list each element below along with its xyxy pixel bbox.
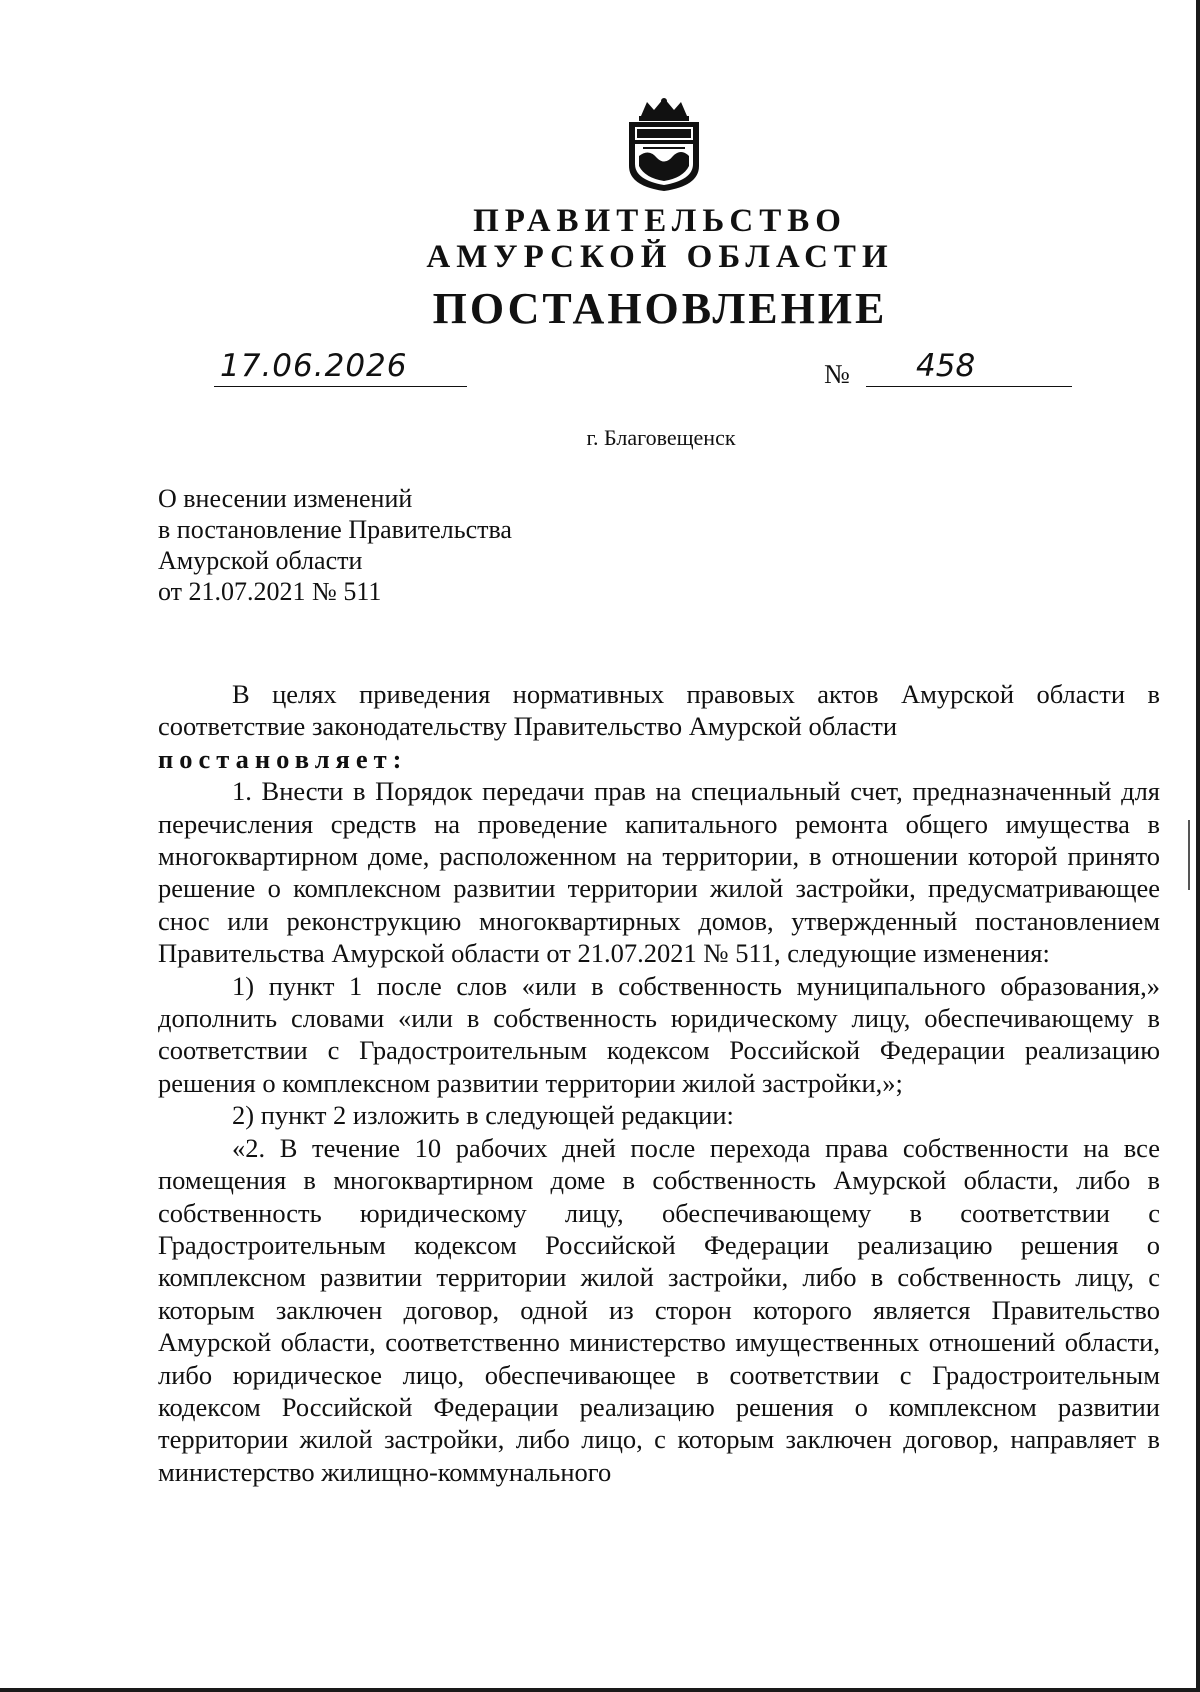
coat-of-arms-icon bbox=[623, 96, 705, 192]
preamble-paragraph: В целях приведения нормативных правовых актов Амурской области в соответствие законодательству Правительство Амурской области bbox=[158, 679, 1160, 742]
handwritten-date: 17.06.2026 bbox=[220, 348, 408, 384]
document-type: ПОСТАНОВЛЕНИЕ bbox=[432, 284, 888, 333]
scan-artifact bbox=[1188, 820, 1190, 890]
number-field bbox=[866, 348, 1072, 387]
scan-edge-bottom bbox=[0, 1688, 1200, 1692]
quoted-clause-paragraph: «2. В течение 10 рабочих дней после перехода права собственности на все помещения в многоквартирном доме в собственность Амурской области, либо в собственность юридическому лицу, обеспечивающему в соответствии с Градостроительным кодексом Российской Федерации реализацию решения о комплексном развитии территории жилой застройки, либо в собственность лицу, с которым заключен договор, одной из сторон которого является Правительство Амурской области, соответственно министерство имущественных отношений области, либо юридическое лицо, обеспечивающее в соответствии с Градостроительным кодексом Российской Федерации реализацию решения о комплексном развитии территории жилой застройки, либо лицо, с которым заключен договор, направляет в министерство жилищно-коммунального bbox=[158, 1132, 1160, 1487]
subject-line: от 21.07.2021 № 511 bbox=[158, 577, 382, 606]
decree-keyword: постановляет: bbox=[158, 743, 408, 774]
number-sign: № bbox=[824, 359, 850, 389]
subitem-1-paragraph: 1) пункт 1 после слов «или в собственность муниципального образования,» дополнить словами «или в собственность юридическому лицу, обеспечивающему в соответствии с Градостроительным кодексом Российской Федерации реализацию решения о комплексном развитии территории жилой застройки,»; bbox=[158, 970, 1160, 1098]
document-body bbox=[158, 678, 1160, 1488]
subitem-2-paragraph: 2) пункт 2 изложить в следующей редакции: bbox=[232, 1100, 734, 1131]
organization-name-line1: ПРАВИТЕЛЬСТВО bbox=[473, 203, 847, 239]
city-label: г. Благовещенск bbox=[586, 425, 736, 450]
subject-line: в постановление Правительства bbox=[158, 515, 512, 544]
organization-name-line2: АМУРСКОЙ ОБЛАСТИ bbox=[426, 239, 894, 275]
date-field bbox=[214, 348, 467, 387]
document-subject bbox=[158, 483, 512, 607]
subject-line: О внесении изменений bbox=[158, 484, 413, 513]
handwritten-number: 458 bbox=[916, 348, 976, 384]
subject-line: Амурской области bbox=[158, 546, 363, 575]
item-1-paragraph: 1. Внести в Порядок передачи прав на специальный счет, предназначенный для перечисления средств на проведение капитального ремонта общего имущества в многоквартирном доме, расположенном на территории, в отношении которой принято решение о комплексном развитии территории жилой застройки, предусматривающее снос или реконструкцию многоквартирных домов, утвержденный постановлением Правительства Амурской области от 21.07.2021 № 511, следующие изменения: bbox=[158, 776, 1160, 969]
